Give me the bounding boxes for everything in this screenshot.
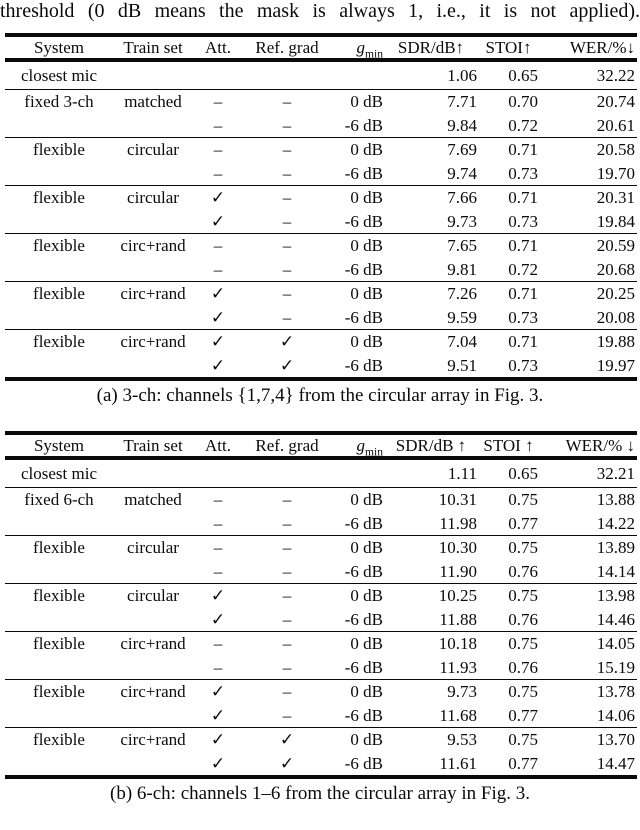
table-row [5,704,637,728]
cell-att: ✓ [210,609,226,629]
cell-ref: ✓ [279,730,295,749]
cell-system [5,512,113,536]
col-header-stoi: STOI ↑ [483,436,534,455]
table-row [5,306,637,330]
cell-wer: 19.70 [596,163,635,183]
cell-sdr: 10.30 [438,538,477,557]
cell-att: – [213,513,223,533]
cell-gmin [331,62,385,89]
cell-sdr: 11.90 [439,561,477,581]
table-row [5,90,637,114]
cell-sdr: 7.69 [447,140,477,159]
cell-wer: 20.74 [596,92,635,111]
table-row [5,632,637,656]
cell-sdr: 9.51 [447,355,477,375]
cell-stoi: 0.73 [508,163,538,183]
table-row [5,234,637,258]
table-b-caption: (b) 6-ch: channels 1–6 from the circular array in Fig. 3. [110,783,530,804]
cell-att: ✓ [210,211,226,231]
cell-sdr: 9.81 [447,259,477,279]
cell-ref: – [282,163,292,183]
col-header-train: Train set [123,38,183,57]
table-row [5,584,637,608]
col-header-ref: Ref. grad [255,436,319,455]
results-table-b-section [0,431,640,805]
cell-gmin: -6 dB [344,211,383,231]
table-row [5,656,637,680]
cell-wer: 20.25 [596,284,635,303]
cell-gmin: 0 dB [350,490,383,509]
cell-att: ✓ [210,682,226,701]
cell-stoi: 0.71 [508,332,538,351]
cell-att [193,62,243,89]
cell-system [5,656,113,680]
cell-gmin: -6 dB [344,705,383,725]
cell-system [5,306,113,330]
table-row [5,258,637,282]
cell-stoi: 0.72 [508,259,538,279]
table-row [5,354,637,378]
cell-gmin: -6 dB [344,513,383,533]
cell-train [113,162,193,186]
table-row [5,560,637,584]
cell-att: – [213,236,223,255]
cell-ref: – [282,705,292,725]
cell-gmin: -6 dB [344,657,383,677]
col-header-wer: WER/% ↓ [565,436,635,455]
cell-stoi: 0.71 [508,236,538,255]
cell-gmin: 0 dB [350,538,383,557]
cell-gmin: 0 dB [350,730,383,749]
col-header-ref: Ref. grad [255,38,319,57]
cell-ref: – [282,259,292,279]
cell-att: ✓ [210,307,226,327]
cell-stoi: 0.77 [508,513,538,533]
table-row [5,210,637,234]
col-header-stoi: STOI↑ [485,38,532,57]
cell-wer: 15.19 [596,657,635,677]
cell-ref: – [282,561,292,581]
cell-train [113,62,193,89]
cell-wer: 20.08 [596,307,635,327]
table-row [5,536,637,560]
cell-ref [243,62,331,89]
cell-wer: 14.47 [596,753,635,773]
cell-system [5,560,113,584]
table-row [5,330,637,354]
cell-train: circular [127,140,179,159]
cell-wer: 14.22 [596,513,635,533]
cell-ref: – [282,92,292,111]
table-row [5,138,637,162]
cell-ref: – [282,188,292,207]
gmin-symbol: g [356,38,366,57]
cell-ref: – [282,538,292,557]
col-header-att: Att. [205,436,231,455]
cell-system: flexible [33,730,85,749]
table-row [5,162,637,186]
cell-ref: – [282,657,292,677]
cell-train: circular [127,538,179,557]
cell-train: circular [127,586,179,605]
cell-sdr: 7.65 [447,236,477,255]
cell-gmin: -6 dB [344,561,383,581]
cell-sdr: 11.61 [439,753,477,773]
cell-stoi: 0.73 [508,355,538,375]
cell-train [113,258,193,282]
cell-att: ✓ [210,188,226,207]
cell-sdr: 11.98 [439,513,477,533]
cell-ref: – [282,211,292,231]
gmin-symbol: g [356,436,366,455]
col-header-sdr: SDR/dB ↑ [395,436,467,455]
cell-stoi: 0.65 [508,66,538,85]
cell-ref: – [282,284,292,303]
cell-stoi: 0.65 [508,464,538,483]
cell-system: closest mic [20,66,97,85]
cell-ref: – [282,609,292,629]
cell-stoi: 0.71 [508,188,538,207]
col-header-train: Train set [123,436,183,455]
cell-system [5,608,113,632]
table-row [5,62,637,89]
cell-sdr: 9.59 [447,307,477,327]
cell-att: – [213,490,223,509]
cell-att: ✓ [210,332,226,351]
cell-att: – [213,634,223,653]
cell-wer: 13.89 [596,538,635,557]
cell-sdr: 9.73 [447,682,477,701]
cell-sdr: 11.68 [439,705,477,725]
cell-sdr: 1.11 [447,464,477,483]
cell-wer: 13.98 [596,586,635,605]
cell-att: – [213,163,223,183]
cell-att [193,460,243,487]
cell-gmin [331,460,385,487]
cell-stoi: 0.75 [508,634,538,653]
table-row [5,680,637,704]
cell-stoi: 0.75 [508,682,538,701]
cell-sdr: 10.25 [438,586,477,605]
cell-system [5,162,113,186]
cell-wer: 20.31 [596,188,635,207]
table-header-row [5,37,637,61]
cell-gmin: 0 dB [350,92,383,111]
cell-gmin: -6 dB [344,355,383,375]
cell-stoi: 0.71 [508,140,538,159]
cell-gmin: -6 dB [344,609,383,629]
cell-att: ✓ [210,355,226,375]
cell-sdr: 1.06 [447,66,477,85]
cell-system: fixed 3-ch [24,92,94,111]
cell-system [5,258,113,282]
cell-att: – [213,561,223,581]
table-bottom-rule [5,775,637,779]
col-header-system: System [33,436,85,455]
cell-stoi: 0.75 [508,490,538,509]
cell-train: matched [124,490,182,509]
cell-att: – [213,538,223,557]
cell-system: closest mic [20,464,97,483]
cell-train: circ+rand [120,634,186,653]
cell-wer: 19.88 [596,332,635,351]
cell-wer: 20.58 [596,140,635,159]
results-table-a [5,33,637,381]
cell-wer: 32.22 [596,66,635,85]
cell-train [113,210,193,234]
cell-train [113,114,193,138]
cell-ref: – [282,307,292,327]
cell-att: ✓ [210,730,226,749]
results-table-b [5,431,637,779]
cell-wer: 32.21 [596,464,635,483]
col-header-wer: WER/%↓ [569,38,635,57]
cell-sdr: 10.31 [438,490,477,509]
col-header-gmin [331,37,385,61]
table-row [5,460,637,487]
table-row [5,488,637,512]
cell-train [113,704,193,728]
cell-gmin: 0 dB [350,586,383,605]
cell-train [113,512,193,536]
cell-train [113,656,193,680]
cell-gmin: -6 dB [344,307,383,327]
cell-ref: ✓ [279,355,295,375]
cell-wer: 13.88 [596,490,635,509]
cell-sdr: 9.74 [447,163,477,183]
cell-att: – [213,140,223,159]
cell-train [113,354,193,378]
cell-ref: – [282,586,292,605]
cell-system [5,704,113,728]
table-a-caption: (a) 3-ch: channels {1,7,4} from the circular array in Fig. 3. [96,385,544,406]
table-row [5,114,637,138]
cell-att: ✓ [210,705,226,725]
cell-system [5,114,113,138]
cell-wer: 20.68 [596,259,635,279]
table-row [5,186,637,210]
cell-gmin: 0 dB [350,236,383,255]
cell-train: matched [124,92,182,111]
cell-ref: – [282,490,292,509]
cell-stoi: 0.76 [508,561,538,581]
cell-gmin: -6 dB [344,163,383,183]
cell-sdr: 7.04 [447,332,477,351]
cell-stoi: 0.73 [508,211,538,231]
cell-gmin: 0 dB [350,284,383,303]
cell-system: flexible [33,586,85,605]
cell-att: – [213,115,223,135]
cell-wer: 14.46 [596,609,635,629]
cell-sdr: 7.26 [447,284,477,303]
cell-stoi: 0.75 [508,538,538,557]
cell-wer: 13.78 [596,682,635,701]
cell-train: circ+rand [120,682,186,701]
cell-stoi: 0.76 [508,657,538,677]
cell-system: flexible [33,284,85,303]
cell-stoi: 0.77 [508,705,538,725]
cell-sdr: 9.73 [447,211,477,231]
cell-gmin: 0 dB [350,140,383,159]
cell-train: circular [127,188,179,207]
cell-ref [243,460,331,487]
cell-stoi: 0.76 [508,609,538,629]
cell-sdr: 7.66 [447,188,477,207]
cell-wer: 14.06 [596,705,635,725]
cell-system: flexible [33,634,85,653]
cell-train [113,306,193,330]
cell-att: ✓ [210,753,226,773]
cell-system: fixed 6-ch [24,490,94,509]
cell-ref: – [282,140,292,159]
cell-gmin: 0 dB [350,188,383,207]
cell-system [5,752,113,776]
cell-wer: 19.97 [596,355,635,375]
cell-stoi: 0.77 [508,753,538,773]
cell-sdr: 11.88 [439,609,477,629]
cell-att: – [213,259,223,279]
cell-att: – [213,657,223,677]
cell-wer: 13.70 [596,730,635,749]
cell-sdr: 9.84 [447,115,477,135]
cell-stoi: 0.72 [508,115,538,135]
table-row [5,728,637,752]
cell-train [113,752,193,776]
cell-stoi: 0.70 [508,92,538,111]
cell-gmin: -6 dB [344,753,383,773]
col-header-gmin [331,435,385,459]
cell-stoi: 0.71 [508,284,538,303]
cell-stoi: 0.73 [508,307,538,327]
cell-sdr: 9.53 [447,730,477,749]
cell-ref: – [282,236,292,255]
cell-train: circ+rand [120,236,186,255]
cell-ref: – [282,513,292,533]
cell-ref: – [282,634,292,653]
cell-gmin: 0 dB [350,634,383,653]
cell-wer: 14.05 [596,634,635,653]
cell-train: circ+rand [120,730,186,749]
table-row [5,512,637,536]
cell-stoi: 0.75 [508,730,538,749]
cell-gmin: 0 dB [350,332,383,351]
table-row [5,282,637,306]
paragraph-text: threshold (0 dB means the mask is always 1, i.e., it is not applied). [0,0,640,22]
cell-att: ✓ [210,284,226,303]
cell-system: flexible [33,140,85,159]
cell-system: flexible [33,188,85,207]
col-header-att: Att. [205,38,231,57]
cell-system: flexible [33,332,85,351]
cell-wer: 14.14 [596,561,635,581]
cell-wer: 19.84 [596,211,635,231]
cell-gmin: -6 dB [344,115,383,135]
cell-ref: – [282,682,292,701]
cell-wer: 20.59 [596,236,635,255]
cell-system: flexible [33,236,85,255]
col-header-system: System [33,38,85,57]
cell-gmin: -6 dB [344,259,383,279]
table-header-row [5,435,637,459]
cell-ref: ✓ [279,332,295,351]
cell-system [5,354,113,378]
table-row [5,608,637,632]
cell-system [5,210,113,234]
cell-train: circ+rand [120,284,186,303]
cell-gmin: 0 dB [350,682,383,701]
cell-system: flexible [33,682,85,701]
cell-ref: – [282,115,292,135]
cell-train: circ+rand [120,332,186,351]
cell-train [113,560,193,584]
cell-ref: ✓ [279,753,295,773]
table-row [5,752,637,776]
cell-att: – [213,92,223,111]
results-table-a-section [0,33,640,407]
gmin-subscript: min [365,47,383,61]
col-header-sdr: SDR/dB↑ [397,38,465,57]
cell-stoi: 0.75 [508,586,538,605]
cell-train [113,460,193,487]
cell-sdr: 7.71 [447,92,477,111]
cell-sdr: 10.18 [438,634,477,653]
cell-system: flexible [33,538,85,557]
cell-train [113,608,193,632]
cell-wer: 20.61 [596,115,635,135]
gmin-subscript: min [365,445,383,459]
table-bottom-rule [5,377,637,381]
cell-sdr: 11.93 [439,657,477,677]
cell-att: ✓ [210,586,226,605]
